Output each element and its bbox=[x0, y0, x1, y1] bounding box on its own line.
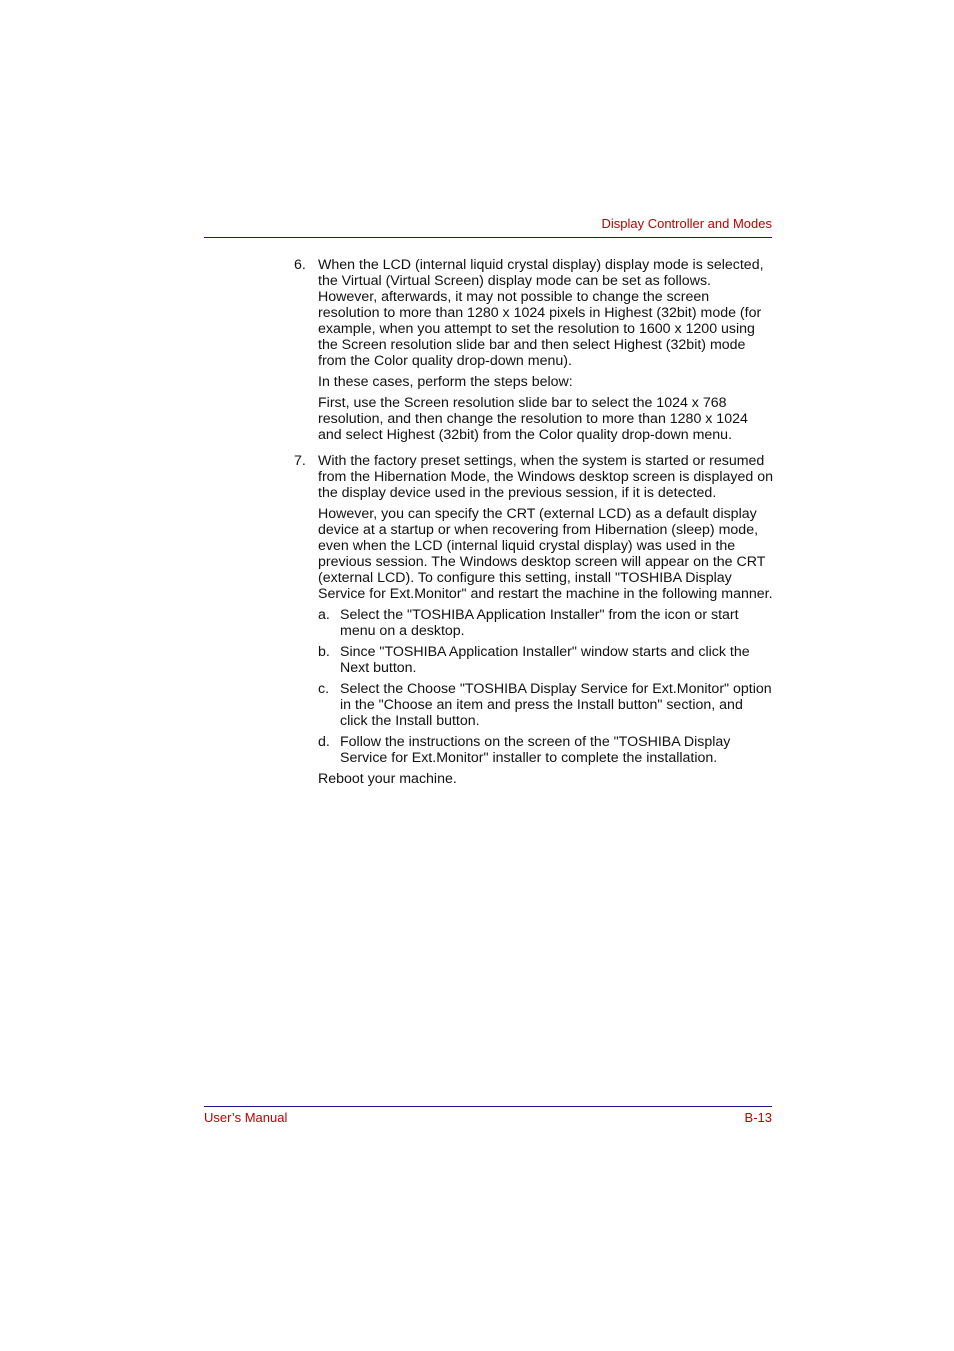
substep-c bbox=[318, 681, 774, 729]
substep-text: Select the Choose "TOSHIBA Display Service for Ext.Monitor" option in the "Choose an item and press the Install button" section, and click the Install button. bbox=[340, 681, 772, 729]
header-rule bbox=[204, 237, 772, 238]
closing-paragraph: Reboot your machine. bbox=[318, 771, 457, 787]
list-item-7 bbox=[294, 453, 774, 792]
substep-text: Follow the instructions on the screen of the "TOSHIBA Display Service for Ext.Monitor" installer to complete the installation. bbox=[340, 734, 731, 766]
main-content bbox=[294, 257, 774, 797]
item-body bbox=[318, 453, 774, 792]
item-body bbox=[318, 257, 774, 448]
substep-letter: c. bbox=[318, 681, 330, 697]
paragraph: In these cases, perform the steps below: bbox=[318, 374, 573, 390]
substep-text: Select the "TOSHIBA Application Installer" from the icon or start menu on a desktop. bbox=[340, 607, 739, 639]
list-item-6 bbox=[294, 257, 774, 448]
substep-letter: d. bbox=[318, 734, 330, 750]
footer-manual-title: User’s Manual bbox=[204, 1110, 288, 1125]
substep-a bbox=[318, 607, 774, 639]
item-number: 6. bbox=[294, 257, 306, 273]
substep-text: Since "TOSHIBA Application Installer" window starts and click the Next button. bbox=[340, 644, 750, 676]
paragraph: However, you can specify the CRT (external LCD) as a default display device at a startup or when recovering from Hibernation (sleep) mode, even when the LCD (internal liquid crystal display) was used in the previous session. The Windows desktop screen will appear on the CRT (external LCD). To configure this setting, install "TOSHIBA Display Service for Ext.Monitor" and restart the machine in the following manner. bbox=[318, 506, 773, 602]
substep-b bbox=[318, 644, 774, 676]
page-number: B-13 bbox=[744, 1110, 772, 1125]
substep-letter: b. bbox=[318, 644, 330, 660]
item-number: 7. bbox=[294, 453, 306, 469]
paragraph: With the factory preset settings, when the system is started or resumed from the Hibernation Mode, the Windows desktop screen is displayed on the display device used in the previous session, if it is detected. bbox=[318, 453, 774, 501]
paragraph: When the LCD (internal liquid crystal display) display mode is selected, the Virtual (Virtual Screen) display mode can be set as follows. However, afterwards, it may not possible to change the screen resolution to more than 1280 x 1024 pixels in Highest (32bit) mode (for example, when you attempt to set the resolution to 1600 x 1200 using the Screen resolution slide bar and then select Highest (32bit) mode from the Color quality drop-down menu). bbox=[318, 257, 764, 369]
footer-rule bbox=[204, 1106, 772, 1107]
running-header: Display Controller and Modes bbox=[601, 216, 772, 231]
substep-d bbox=[318, 734, 774, 766]
substep-letter: a. bbox=[318, 607, 330, 623]
paragraph: First, use the Screen resolution slide bar to select the 1024 x 768 resolution, and then change the resolution to more than 1280 x 1024 and select Highest (32bit) from the Color quality drop-down menu. bbox=[318, 395, 748, 443]
